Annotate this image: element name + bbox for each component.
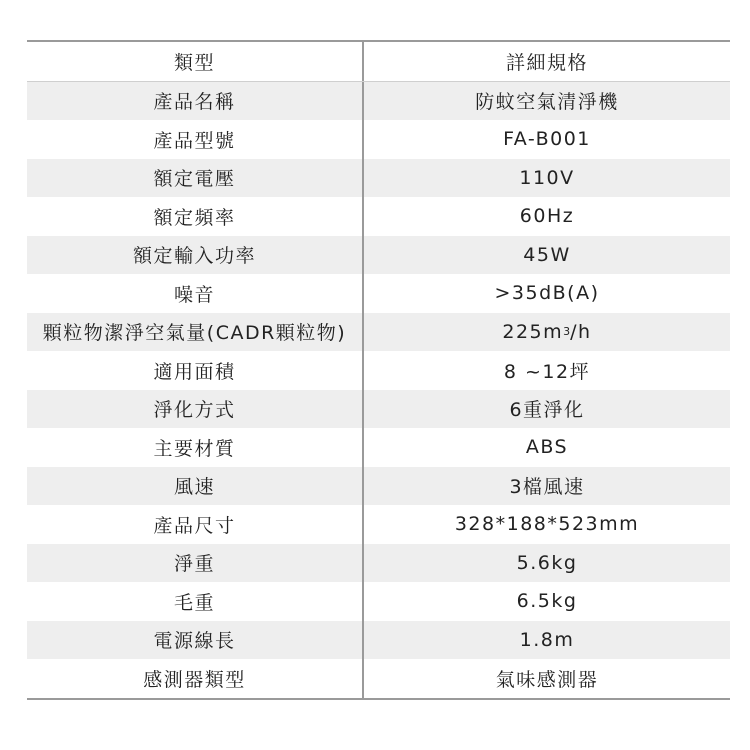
cadr-unit: /h [570,320,592,343]
cadr-value: 225m [502,320,564,343]
table-row [27,428,730,467]
header-spec: 詳細規格 [505,51,588,74]
row-value: 防蚊空氣清淨機 [475,91,619,114]
row-label: 額定頻率 [27,197,364,236]
table-row [27,351,730,390]
row-value: >35dB(A) [494,282,600,305]
row-label: 產品尺寸 [27,505,364,544]
row-value: 3檔風速 [509,476,585,499]
row-label: 噪音 [27,274,364,313]
table-row [27,621,730,660]
row-label: 產品型號 [27,120,364,159]
row-value: 6.5kg [516,590,578,613]
table-row [27,582,730,621]
row-label: 額定電壓 [27,159,364,198]
table-row [27,659,730,698]
row-value: FA-B001 [503,128,591,151]
row-value: 45W [523,243,571,266]
table-header-row [27,42,730,82]
row-label: 產品名稱 [27,82,364,121]
row-value: 8 ~12坪 [503,360,591,383]
cadr-exponent: 3 [563,325,571,339]
row-value: 5.6kg [516,551,578,574]
row-label: 主要材質 [27,428,364,467]
table-row [27,82,730,121]
row-value: 氣味感測器 [495,668,599,691]
table-row [27,390,730,429]
table-row [27,197,730,236]
table-row [27,159,730,198]
table-row [27,120,730,159]
row-value: 110V [519,166,575,189]
row-value: 60Hz [519,205,575,228]
table-row [27,313,730,352]
row-value: 1.8m [519,628,575,651]
spec-table [27,40,730,700]
row-value: 6重淨化 [509,399,585,422]
table-row [27,274,730,313]
row-label: 額定輸入功率 [27,236,364,275]
row-value [364,313,730,352]
row-label: 淨化方式 [27,390,364,429]
row-value: ABS [525,436,569,459]
row-label: 毛重 [27,582,364,621]
row-label: 風速 [27,467,364,506]
table-row [27,236,730,275]
row-label: 淨重 [27,544,364,583]
row-label: 顆粒物潔淨空氣量(CADR顆粒物) [27,313,364,352]
table-row [27,505,730,544]
row-label: 電源線長 [27,621,364,660]
table-row [27,544,730,583]
header-type: 類型 [27,42,364,81]
row-label: 感測器類型 [27,659,364,698]
row-value: 328*188*523mm [454,513,640,536]
row-label: 適用面積 [27,351,364,390]
table-row [27,467,730,506]
